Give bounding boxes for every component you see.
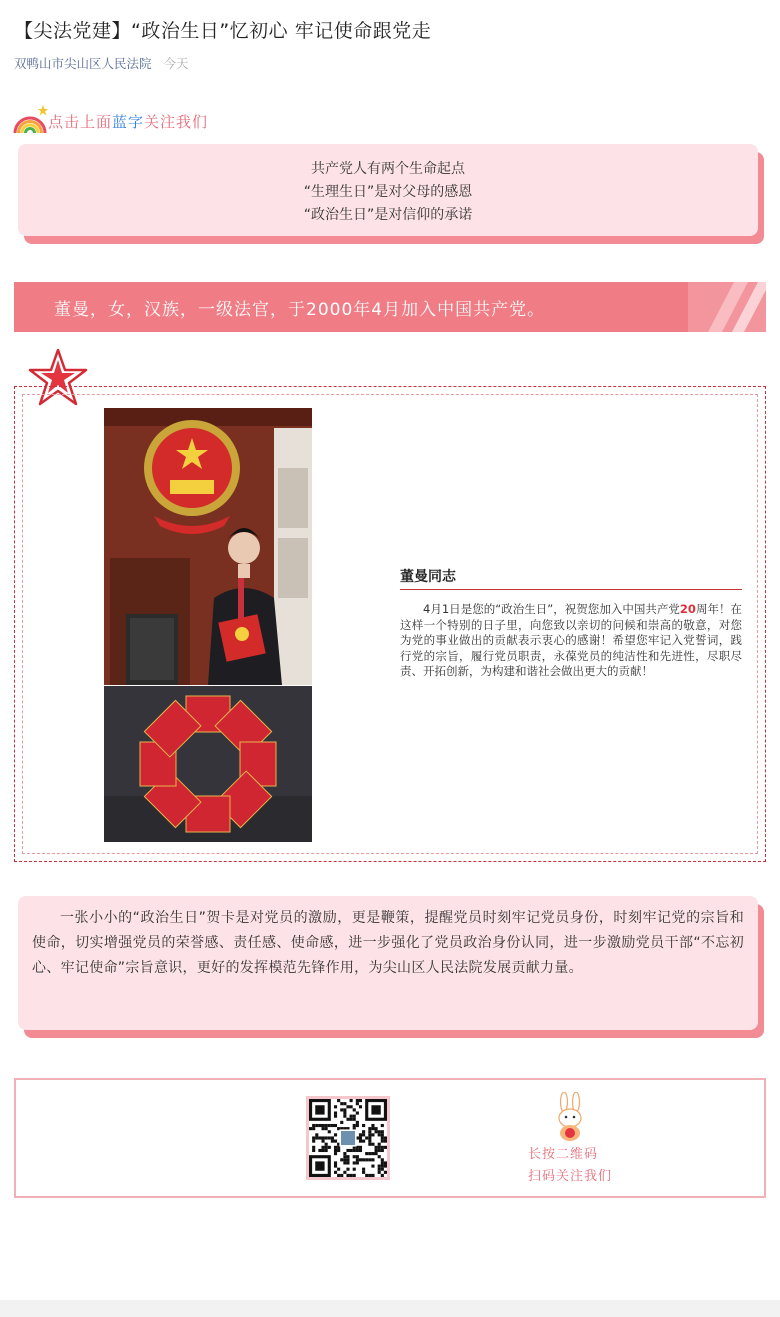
membership-years: 20 bbox=[679, 602, 696, 616]
qr-line-1: 长按二维码 bbox=[528, 1147, 599, 1162]
article-title: 【尖法党建】“政治生日”忆初心 牢记使命跟党走 bbox=[14, 20, 432, 42]
summary-card bbox=[18, 896, 758, 1030]
intro-line: 共产党人有两个生命起点 bbox=[311, 161, 465, 177]
rabbit-icon bbox=[552, 1092, 588, 1142]
article-meta bbox=[14, 54, 189, 72]
banner-stripe-decoration bbox=[688, 282, 766, 332]
intro-card bbox=[18, 144, 758, 236]
publish-date: 今天 bbox=[163, 56, 189, 71]
comrade-name-heading: 董曼同志 bbox=[400, 566, 742, 590]
qr-instructions bbox=[528, 1144, 612, 1188]
follow-prompt bbox=[12, 104, 208, 138]
birthday-cards-photo bbox=[104, 686, 312, 842]
follow-blue-word: 蓝字 bbox=[112, 112, 145, 131]
account-name-link[interactable]: 双鸭山市尖山区人民法院 bbox=[14, 56, 152, 71]
greeting-message bbox=[400, 566, 742, 680]
rainbow-icon bbox=[12, 103, 48, 139]
greeting-paragraph: 4月1日是您的“政治生日”，祝贺您加入中国共产党20周年！在这样一个特别的日子里，向您致以亲切的问候和崇高的敬意，对您为党的事业做出的贡献表示衷心的感谢！希望您牢记入党誓词，践行党的宗旨，履行党员职责，永葆党员的纯洁性和先进性，尽职尽责、开拓创新，为构建和谐社会做出更大的贡献！ bbox=[400, 602, 742, 678]
follow-suffix: 关注我们 bbox=[144, 112, 209, 131]
intro-line: “政治生日”是对信仰的承诺 bbox=[303, 207, 473, 223]
intro-line: “生理生日”是对父母的感恩 bbox=[303, 184, 473, 200]
follow-prefix: 点击上面 bbox=[48, 112, 113, 131]
qr-follow-box bbox=[14, 1078, 766, 1198]
page-bottom-bar bbox=[0, 1300, 780, 1317]
banner-text: 董曼，女，汉族，一级法官，于2000年4月加入中国共产党。 bbox=[54, 300, 546, 320]
qr-code[interactable] bbox=[306, 1096, 390, 1180]
summary-paragraph: 一张小小的“政治生日”贺卡是对党员的激励，更是鞭策，提醒党员时刻牢记党员身份，时刻牢记党的宗旨和使命，切实增强党员的荣誉感、责任感、使命感，进一步强化了党员政治身份认同，进一步激励党员干部“不忘初心、牢记使命”宗旨意识，更好的发挥模范先锋作用，为尖山区人民法院发展贡献力量。 bbox=[32, 910, 744, 976]
judge-portrait-photo bbox=[104, 408, 312, 685]
qr-line-2: 扫码关注我们 bbox=[528, 1169, 613, 1184]
profile-banner bbox=[14, 282, 766, 332]
